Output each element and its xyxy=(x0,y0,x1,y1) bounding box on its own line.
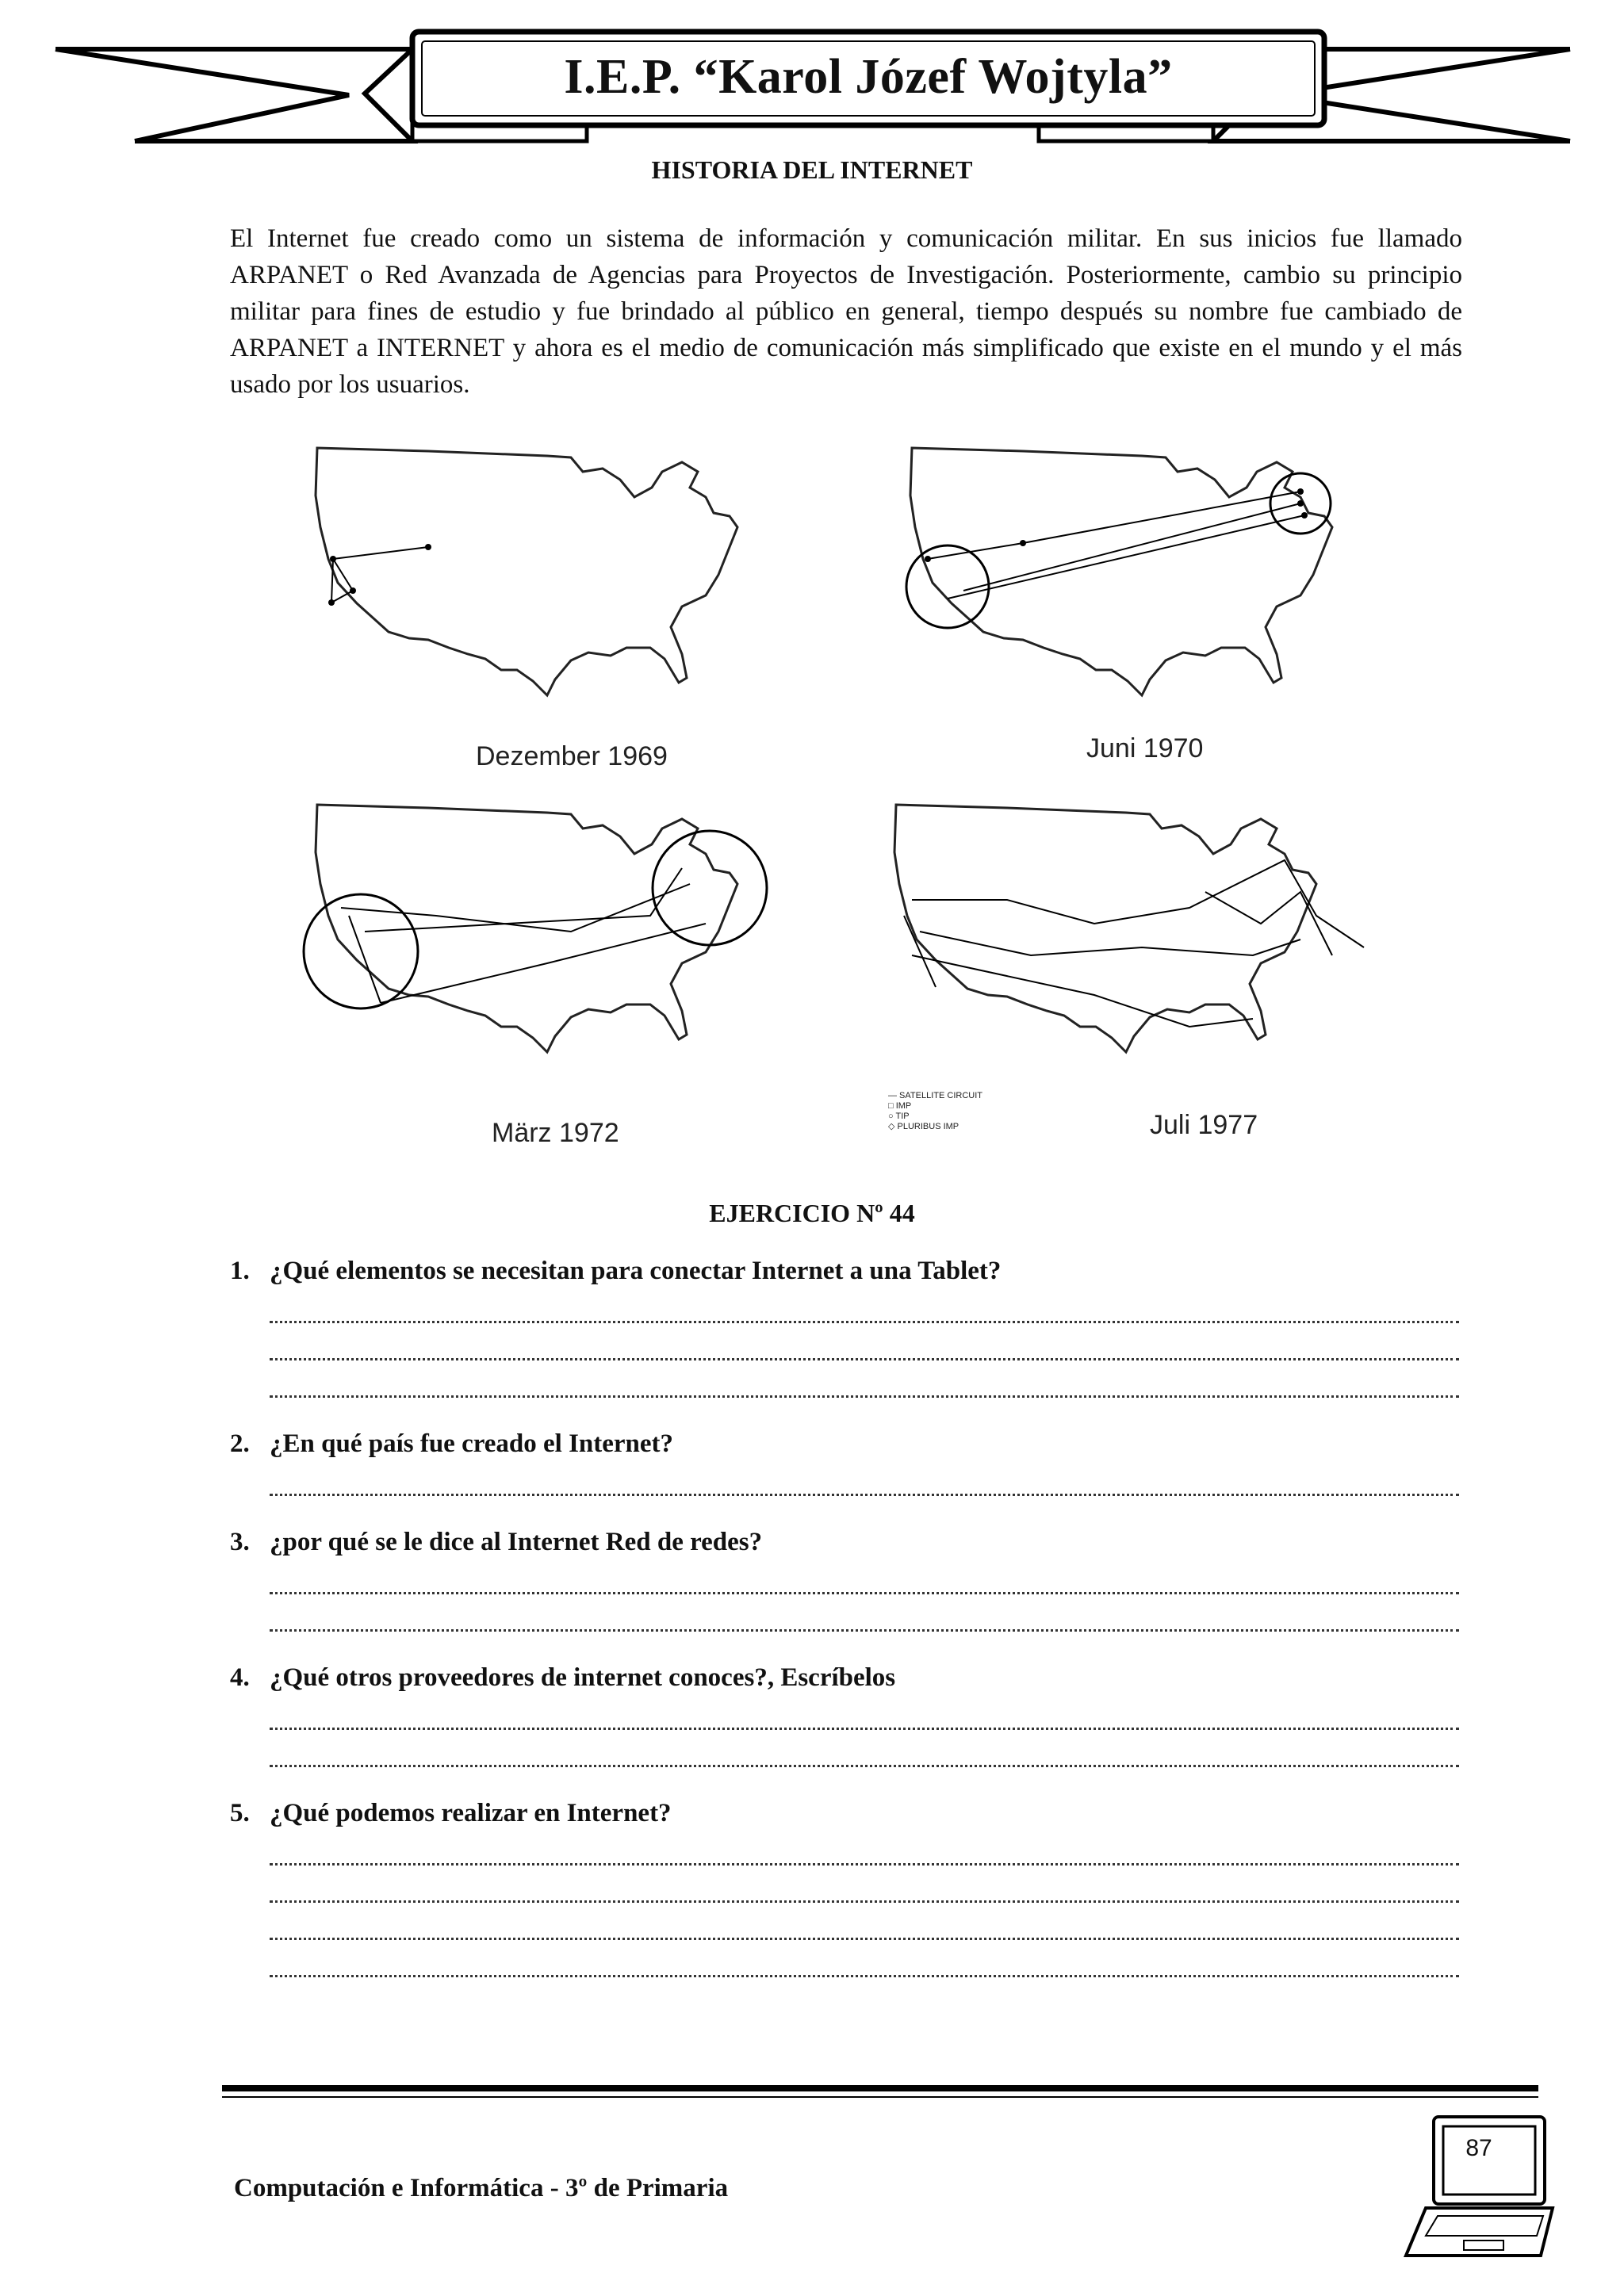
svg-text:— SATELLITE CIRCUIT: — SATELLITE CIRCUIT xyxy=(888,1091,982,1100)
laptop-icon xyxy=(1402,2109,1561,2267)
map-1969 xyxy=(316,448,737,695)
question-number: 3. xyxy=(230,1528,250,1556)
question-text: ¿Qué podemos realizar en Internet? xyxy=(270,1799,672,1827)
question-number: 4. xyxy=(230,1663,250,1692)
arpanet-maps-figure xyxy=(301,424,1427,1154)
question-number: 1. xyxy=(230,1257,250,1285)
question-text: ¿Qué otros proveedores de internet conoces?, Escríbelos xyxy=(270,1663,896,1692)
answer-line[interactable] xyxy=(270,1557,1459,1594)
answer-line[interactable] xyxy=(270,1866,1459,1903)
question-text: ¿por qué se le dice al Internet Red de redes? xyxy=(270,1528,763,1556)
school-title: I.E.P. “Karol Józef Wojtyla” xyxy=(564,50,1173,104)
question-text: ¿En qué país fue creado el Internet? xyxy=(270,1429,674,1458)
question-2 xyxy=(230,1429,1475,1496)
footer-rule-thin xyxy=(222,2096,1538,2098)
exercise-title: EJERCICIO Nº 44 xyxy=(709,1199,915,1227)
page-number: 87 xyxy=(1465,2135,1492,2161)
caption-1972: März 1972 xyxy=(492,1118,619,1148)
map-1977 xyxy=(888,805,1364,1131)
question-number: 2. xyxy=(230,1429,250,1458)
caption-1969: Dezember 1969 xyxy=(476,741,668,771)
answer-line[interactable] xyxy=(270,1360,1459,1398)
footer-rule xyxy=(222,2085,1538,2091)
arpanet-maps-illustration xyxy=(301,424,1427,1154)
page-title: HISTORIA DEL INTERNET xyxy=(651,155,973,184)
footer-course: Computación e Informática - 3º de Primaria xyxy=(234,2174,729,2202)
answer-line[interactable] xyxy=(270,1940,1459,1977)
question-list xyxy=(230,1257,1475,2009)
answer-line[interactable] xyxy=(270,1323,1459,1360)
map-1972 xyxy=(304,805,767,1052)
intro-paragraph: El Internet fue creado como un sistema de información y comunicación militar. En sus inicios fue llamado ARPANET o Red Avanzada de Agencias para Proyectos de Investigación. Posteriormente, cambio su principio militar para fines de estudio y fue brindado al público en general, tiempo después su nombre fue cambiado de ARPANET a INTERNET y ahora es el medio de comunicación más simplificado que existe en el mundo y el más usado por los usuarios. xyxy=(230,224,1462,399)
answer-line[interactable] xyxy=(270,1693,1459,1730)
caption-1977: Juli 1977 xyxy=(1150,1110,1258,1140)
answer-line[interactable] xyxy=(270,1594,1459,1632)
question-4 xyxy=(230,1663,1475,1767)
map-1970 xyxy=(906,448,1332,695)
svg-text:□ IMP: □ IMP xyxy=(888,1101,912,1111)
question-text: ¿Qué elementos se necesitan para conectar Internet a una Tablet? xyxy=(270,1257,1002,1285)
svg-text:○ TIP: ○ TIP xyxy=(888,1112,910,1121)
question-1 xyxy=(230,1257,1475,1398)
answer-line[interactable] xyxy=(270,1459,1459,1496)
svg-text:◇ PLURIBUS IMP: ◇ PLURIBUS IMP xyxy=(888,1122,959,1131)
question-number: 5. xyxy=(230,1799,250,1827)
answer-line[interactable] xyxy=(270,1286,1459,1323)
answer-line[interactable] xyxy=(270,1828,1459,1866)
question-3 xyxy=(230,1528,1475,1632)
answer-line[interactable] xyxy=(270,1730,1459,1767)
question-5 xyxy=(230,1799,1475,1977)
caption-1970: Juni 1970 xyxy=(1086,733,1204,763)
answer-line[interactable] xyxy=(270,1903,1459,1940)
